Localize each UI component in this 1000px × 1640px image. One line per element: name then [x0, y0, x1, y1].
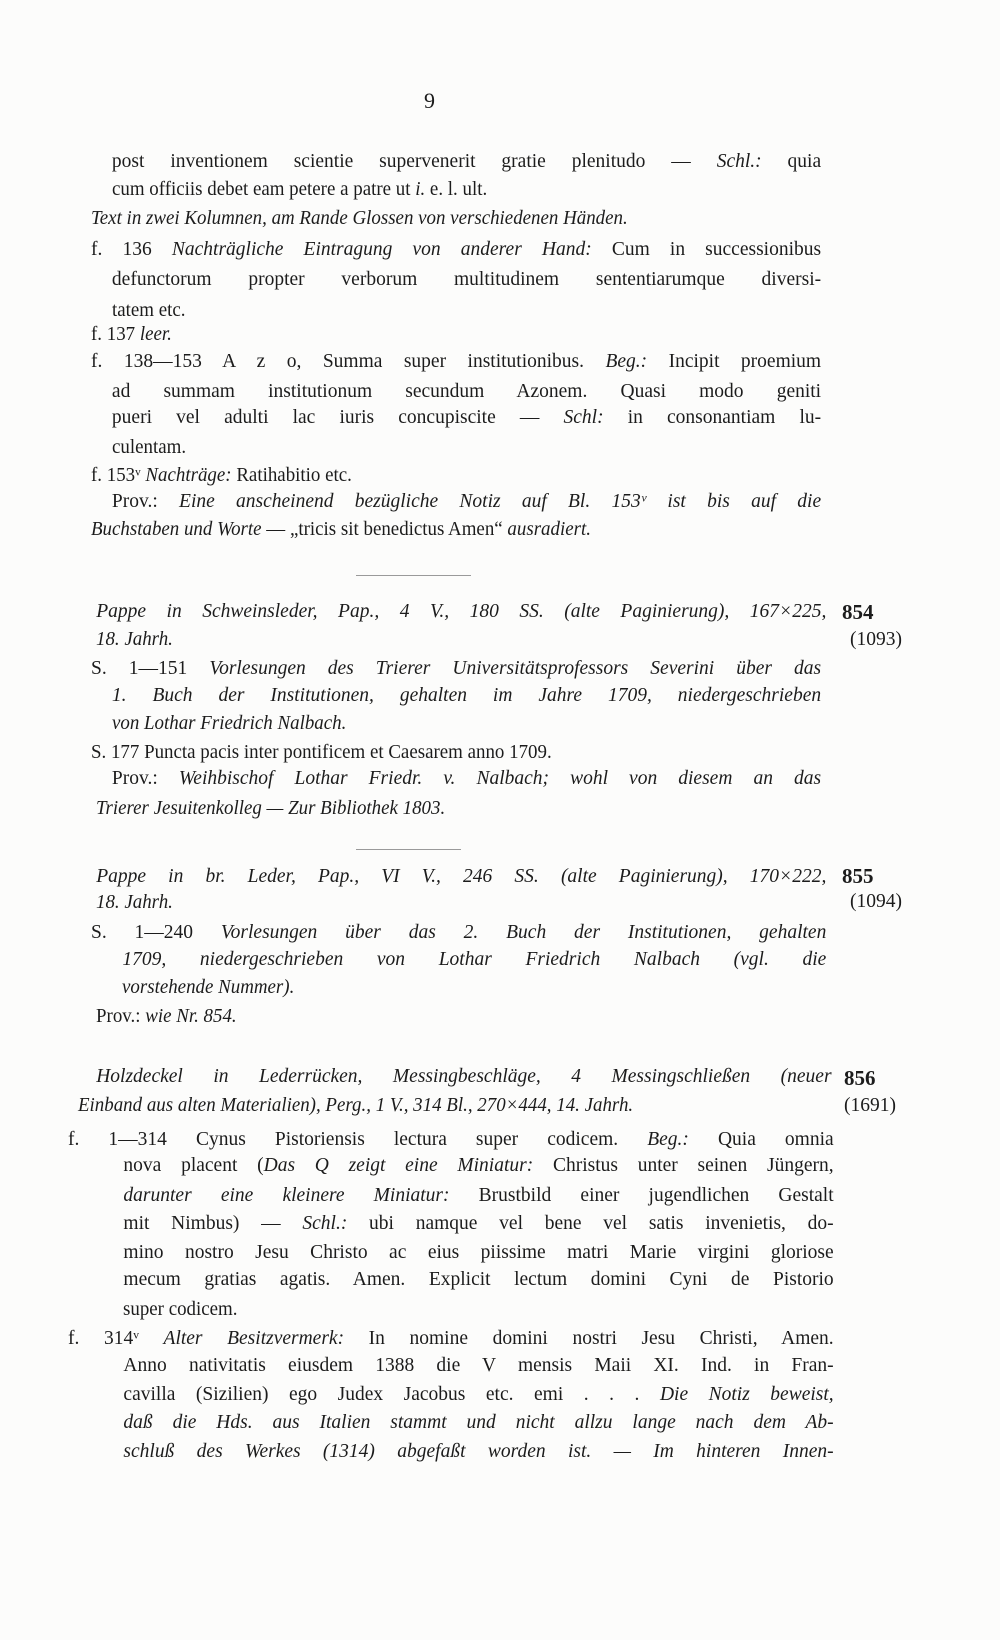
italic-text: Vorlesungen des Trierer Universitätsprofessors Severini über das	[209, 658, 822, 680]
text-segment: Brustbild einer jugendlichen Gestalt	[449, 1184, 834, 1206]
italic-text: von Lothar Friedrich Nalbach.	[111, 712, 347, 734]
italic-text: Pappe in Schweinsleder, Pap., 4 V., 180 SS. (alte Paginierung), 167×225,	[96, 600, 827, 622]
italic-text: Vorlesungen über das 2. Buch der Institutionen, gehalten	[220, 922, 827, 944]
italic-text: 18. Jahrh.	[96, 891, 174, 913]
text-segment: S. 1—240	[91, 922, 221, 944]
text-line	[96, 1065, 831, 1089]
text-segment: mit Nimbus) —	[123, 1212, 303, 1234]
text-line	[122, 948, 826, 972]
entry-number: 855	[842, 864, 874, 888]
text-segment: Quia omnia	[688, 1129, 834, 1151]
text-line	[123, 1184, 833, 1208]
entry-old-number: (1094)	[850, 891, 902, 912]
italic-text: Beg.:	[605, 350, 648, 372]
text-segment: S. 1—151	[91, 658, 210, 680]
text-line	[68, 1327, 834, 1351]
italic-text: Schl.:	[302, 1212, 348, 1234]
text-line	[96, 891, 173, 915]
text-segment: Ratihabitio etc.	[231, 464, 352, 486]
text-line	[123, 1212, 833, 1236]
italic-text: Text in zwei Kolumnen, am Rande Glossen von verschiedenen Händen.	[91, 207, 628, 229]
text-line	[112, 380, 821, 404]
italic-text: Schl:	[563, 407, 604, 429]
text-segment: tatem etc.	[111, 299, 186, 321]
text-segment: f. 314ᵛ	[67, 1327, 164, 1349]
text-line	[112, 268, 821, 292]
italic-text: i.	[415, 179, 426, 201]
italic-text: daß die Hds. aus Italien stammt und nicht allzu lange nach dem Ab-	[123, 1411, 834, 1433]
text-segment: mino nostro Jesu Christo ac eius piissime matri Marie virgini gloriose	[123, 1242, 834, 1264]
text-segment: Prov.:	[96, 1005, 146, 1027]
text-segment: quia	[761, 151, 822, 173]
text-line	[68, 1128, 834, 1152]
text-line	[112, 684, 821, 708]
text-line	[123, 1268, 833, 1292]
italic-text: Die Notiz beweist,	[659, 1384, 834, 1406]
page-number: 9	[424, 88, 435, 113]
text-line	[91, 921, 826, 945]
text-segment: f. 1—314 Cynus Pistoriensis lectura super codicem.	[67, 1129, 648, 1151]
text-segment: f. 137	[91, 323, 140, 345]
text-segment: pueri vel adulti lac iuris concupiscite —	[111, 407, 564, 429]
text-segment: e. l. ult.	[425, 179, 488, 201]
text-line	[123, 1440, 833, 1464]
text-line	[91, 657, 821, 681]
text-line	[96, 797, 445, 821]
italic-text: Alter Besitzvermerk:	[163, 1327, 345, 1349]
text-segment: S. 177 Puncta pacis inter pontificem et Caesarem anno 1709.	[91, 742, 552, 764]
italic-text: Schl.:	[716, 151, 762, 173]
text-line	[112, 436, 186, 460]
entry-number: 854	[842, 600, 874, 624]
italic-text: 1709, niedergeschrieben von Lothar Friedrich Nalbach (vgl. die	[122, 949, 827, 971]
text-line	[91, 323, 172, 347]
text-line	[112, 299, 186, 323]
text-line	[78, 1094, 633, 1118]
text-line	[96, 628, 173, 652]
italic-text: Das Q zeigt eine Miniatur:	[263, 1155, 534, 1177]
text-segment: In nomine domini nostri Jesu Christi, Amen.	[344, 1327, 834, 1349]
italic-text: leer.	[139, 323, 172, 345]
italic-text: Nachträgliche Eintragung von anderer Hand:	[171, 238, 592, 260]
section-divider	[356, 575, 471, 576]
text-line	[91, 238, 821, 262]
text-segment: cum officiis debet eam petere a patre ut	[111, 179, 416, 201]
italic-text: wie Nr. 854.	[145, 1005, 237, 1027]
italic-text: Eine anscheinend bezügliche Notiz auf Bl. 153ᵛ ist bis auf die	[179, 491, 822, 513]
text-line	[112, 150, 821, 174]
text-segment: Prov.:	[111, 491, 180, 513]
text-line	[91, 464, 352, 488]
text-segment: ad summam institutionum secundum Azonem. Quasi modo geniti	[111, 381, 822, 403]
italic-text: Weihbischof Lothar Friedr. v. Nalbach; wohl von diesem an das	[178, 768, 822, 790]
entry-number: 856	[844, 1066, 876, 1090]
text-segment: f. 153ᵛ	[91, 464, 146, 486]
text-segment: f. 138—153 A z o, Summa super institutionibus.	[91, 350, 606, 372]
text-segment: Prov.:	[111, 768, 179, 790]
text-line	[123, 1383, 833, 1407]
italic-text: Einband aus alten Materialien), Perg., 1 V., 314 Bl., 270×444, 14. Jahrh.	[78, 1094, 634, 1116]
italic-text: Trierer Jesuitenkolleg — Zur Bibliothek 1803.	[96, 797, 446, 819]
text-segment: in consonantiam lu-	[603, 407, 822, 429]
entry-old-number: (1093)	[850, 629, 902, 650]
text-line	[112, 767, 821, 791]
italic-text: darunter eine kleinere Miniatur:	[123, 1184, 450, 1206]
italic-text: Beg.:	[647, 1129, 689, 1151]
text-segment: post inventionem scientie supervenerit gratie plenitudo —	[111, 151, 717, 173]
text-line	[91, 518, 591, 542]
text-line	[96, 1005, 237, 1029]
text-segment: Cum in successionibus	[591, 238, 822, 260]
text-segment: nova placent (	[123, 1155, 264, 1177]
text-line	[112, 406, 821, 430]
section-divider	[356, 849, 461, 850]
text-line	[123, 1354, 833, 1378]
text-segment: ubi namque vel bene vel satis invenietis, do-	[347, 1212, 834, 1234]
italic-text: Buchstaben und Worte	[91, 519, 262, 541]
italic-text: Nachträge:	[145, 464, 232, 486]
text-line	[123, 1411, 833, 1435]
text-segment: Incipit proemium	[647, 350, 822, 372]
text-line	[91, 207, 628, 231]
text-line	[112, 178, 487, 202]
italic-text: Pappe in br. Leder, Pap., VI V., 246 SS. (alte Paginierung), 170×222,	[96, 865, 827, 887]
text-segment: — „tricis sit benedictus Amen“	[261, 519, 508, 541]
text-line	[96, 600, 826, 624]
italic-text: Holzdeckel in Lederrücken, Messingbeschläge, 4 Messingschließen (neuer	[96, 1066, 832, 1088]
text-line	[123, 1154, 833, 1178]
text-line	[91, 350, 821, 374]
text-line	[91, 741, 552, 765]
text-segment: culentam.	[111, 436, 186, 458]
italic-text: ausradiert.	[507, 519, 591, 541]
text-line	[96, 865, 826, 889]
text-segment: Christus unter seinen Jüngern,	[533, 1155, 834, 1177]
text-line	[123, 1241, 833, 1265]
italic-text: 1. Buch der Institutionen, gehalten im Jahre 1709, niedergeschrieben	[111, 684, 822, 706]
text-line	[112, 712, 346, 736]
text-segment: cavilla (Sizilien) ego Judex Jacobus etc. emi . . .	[123, 1384, 660, 1406]
italic-text: schluß des Werkes (1314) abgefaßt worden ist. — Im hinteren Innen-	[123, 1440, 834, 1462]
italic-text: 18. Jahrh.	[96, 629, 174, 651]
text-segment: super codicem.	[123, 1298, 238, 1320]
text-line	[112, 490, 821, 514]
text-line	[123, 1298, 238, 1322]
text-segment: mecum gratias agatis. Amen. Explicit lectum domini Cyni de Pistorio	[123, 1269, 834, 1291]
entry-old-number: (1691)	[844, 1095, 896, 1116]
text-line	[122, 976, 294, 1000]
text-segment: Anno nativitatis eiusdem 1388 die V mensis Maii XI. Ind. in Fran-	[123, 1355, 834, 1377]
text-segment: defunctorum propter verborum multitudinem sententiarumque diversi-	[111, 269, 822, 291]
text-segment: f. 136	[91, 238, 172, 260]
italic-text: vorstehende Nummer).	[122, 977, 295, 999]
